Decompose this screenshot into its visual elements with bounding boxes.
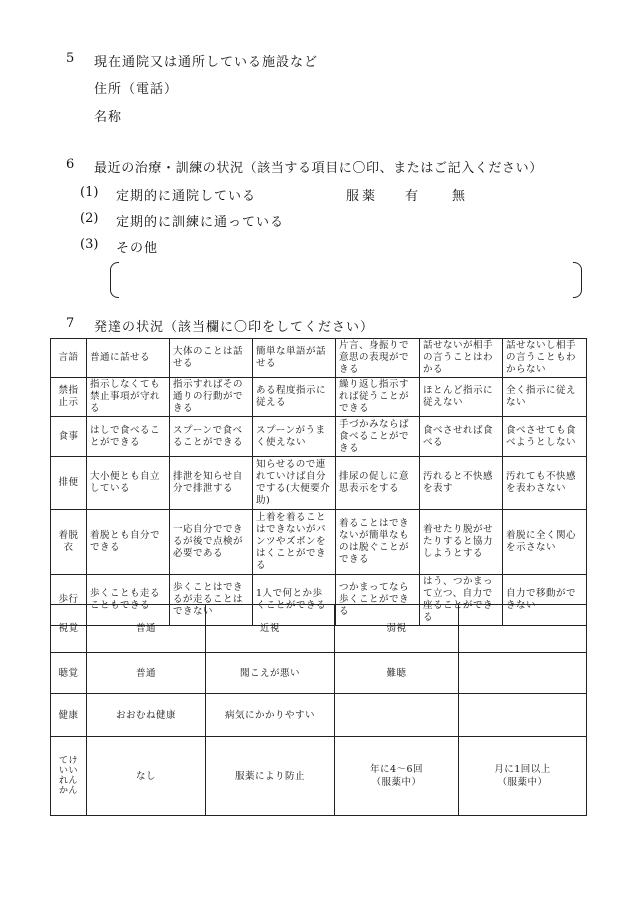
item-2-text: 定期的に訓練に通っている: [116, 215, 285, 230]
table-cell[interactable]: [335, 694, 459, 737]
table-cell[interactable]: 汚れると不快感を表す: [420, 457, 503, 510]
table-cell[interactable]: スプーンで食べることができる: [170, 417, 253, 457]
table-cell[interactable]: 片言、身振りで意思の表現ができる: [336, 339, 420, 378]
table-cell[interactable]: 着脱とも自分でできる: [87, 510, 170, 575]
row-dressing: [51, 510, 587, 575]
table-cell[interactable]: 歩くことはできるが走ることはできない: [170, 575, 253, 626]
table-cell[interactable]: 話せないし相手の言うこともわからない: [503, 339, 587, 378]
category-label: 健康: [51, 694, 87, 737]
table-cell[interactable]: 指示すればその通りの行動ができる: [170, 378, 253, 417]
row-prohibition: [51, 378, 587, 417]
table-cell[interactable]: 大小便とも自立している: [87, 457, 170, 510]
row-health: [51, 694, 587, 737]
section5-number: 5: [66, 51, 75, 66]
medication-no-option[interactable]: 無: [452, 189, 467, 204]
table-cell[interactable]: ほとんど指示に従えない: [420, 378, 503, 417]
other-bracket-left: [110, 262, 119, 298]
category-label: 聴覚: [51, 653, 87, 694]
row-language: [51, 339, 587, 378]
category-label: 食事: [51, 417, 87, 457]
category-label: てけいいれんかん: [51, 737, 87, 816]
section6-number: 6: [66, 157, 75, 172]
table-cell[interactable]: ある程度指示に従える: [253, 378, 336, 417]
table-cell[interactable]: 近視: [206, 605, 335, 653]
sense-health-table: [50, 604, 587, 816]
other-bracket-right: [573, 262, 582, 298]
category-label: 禁指止示: [51, 378, 87, 417]
row-vision: [51, 605, 587, 653]
table-cell[interactable]: 手づかみならば食べることができる: [336, 417, 420, 457]
medication-label: 服薬: [346, 189, 379, 204]
table-cell[interactable]: 普通に話せる: [87, 339, 170, 378]
category-label: 視覚: [51, 605, 87, 653]
medication-yes-option[interactable]: 有: [405, 189, 420, 204]
table-cell[interactable]: 指示しなくても禁止事項が守れる: [87, 378, 170, 417]
category-label: 排便: [51, 457, 87, 510]
table-cell[interactable]: 年に4〜6回 （服薬中）: [335, 737, 459, 816]
category-label: 歩行: [51, 575, 87, 626]
table-cell[interactable]: 普通: [87, 653, 206, 694]
table-cell[interactable]: 汚れても不快感を表わさない: [503, 457, 587, 510]
table-cell[interactable]: 一応自分でできるが後で点検が必要である: [170, 510, 253, 575]
table-cell[interactable]: [459, 653, 587, 694]
development-table: [50, 338, 587, 626]
table-cell[interactable]: 弱視: [335, 605, 459, 653]
row-toilet: [51, 457, 587, 510]
table-cell[interactable]: 難聴: [335, 653, 459, 694]
table-cell[interactable]: 食べさせても食べようとしない: [503, 417, 587, 457]
row-hearing: [51, 653, 587, 694]
item-2-number: (2): [80, 211, 99, 226]
table-cell[interactable]: 上着を着ることはできないがパンツやズボンをはくことができる: [253, 510, 336, 575]
item-3-number: (3): [80, 237, 99, 252]
section6-title: 最近の治療・訓練の状況（該当する項目に〇印、またはご記入ください）: [94, 161, 543, 176]
table-cell[interactable]: 1人で何とか歩くことができる: [253, 575, 336, 626]
item-1-text: 定期的に通院している: [116, 189, 257, 204]
table-cell[interactable]: はしで食べることができる: [87, 417, 170, 457]
section7-number: 7: [66, 316, 75, 331]
table-cell[interactable]: 着ることはできないが簡単なものは脱ぐことができる: [336, 510, 420, 575]
table-cell[interactable]: 排泄を知らせ自分で排泄する: [170, 457, 253, 510]
table-cell[interactable]: 自力で移動ができない: [503, 575, 587, 626]
table-cell[interactable]: おおむね健康: [87, 694, 206, 737]
table-cell[interactable]: 話せないが相手の言うことはわかる: [420, 339, 503, 378]
row-meal: [51, 417, 587, 457]
table-cell[interactable]: 簡単な単語が話せる: [253, 339, 336, 378]
category-label: 着脱衣: [51, 510, 87, 575]
table-cell[interactable]: 知らせるので連れていけば自分でする(大便要介助): [253, 457, 336, 510]
address-label: 住所（電話）: [94, 82, 179, 97]
item-1-number: (1): [80, 185, 99, 200]
table-cell[interactable]: 排尿の促しに意思表示をする: [336, 457, 420, 510]
category-label: 言語: [51, 339, 87, 378]
table-cell[interactable]: つかまってなら歩くことができる: [336, 575, 420, 626]
item-3-text: その他: [116, 241, 159, 256]
table-cell[interactable]: 大体のことは話せる: [170, 339, 253, 378]
table-cell[interactable]: 病気にかかりやすい: [206, 694, 335, 737]
table-cell[interactable]: [459, 605, 587, 653]
table-cell[interactable]: 着せたり脱がせたりすると協力しようとする: [420, 510, 503, 575]
table-cell[interactable]: スプーンがうまく使えない: [253, 417, 336, 457]
table-cell[interactable]: 繰り返し指示すれば従うことができる: [336, 378, 420, 417]
table-cell[interactable]: [459, 694, 587, 737]
row-seizure: [51, 737, 587, 816]
table-cell[interactable]: 聞こえが悪い: [206, 653, 335, 694]
section5-title: 現在通院又は通所している施設など: [94, 55, 319, 70]
section7-title: 発達の状況（該当欄に〇印をしてください）: [94, 320, 375, 335]
table-cell[interactable]: 着脱に全く関心を示さない: [503, 510, 587, 575]
table-cell[interactable]: 服薬により防止: [206, 737, 335, 816]
table-cell[interactable]: 食べさせれば食べる: [420, 417, 503, 457]
table-cell[interactable]: 歩くことも走ることもできる: [87, 575, 170, 626]
table-cell[interactable]: 月に1回以上 （服薬中）: [459, 737, 587, 816]
table-cell[interactable]: なし: [87, 737, 206, 816]
table-cell[interactable]: 普通: [87, 605, 206, 653]
facility-name-label: 名称: [94, 110, 123, 125]
table-cell[interactable]: 全く指示に従えない: [503, 378, 587, 417]
table-cell[interactable]: はう、つかまって立つ、自力で座ることができる: [420, 575, 503, 626]
